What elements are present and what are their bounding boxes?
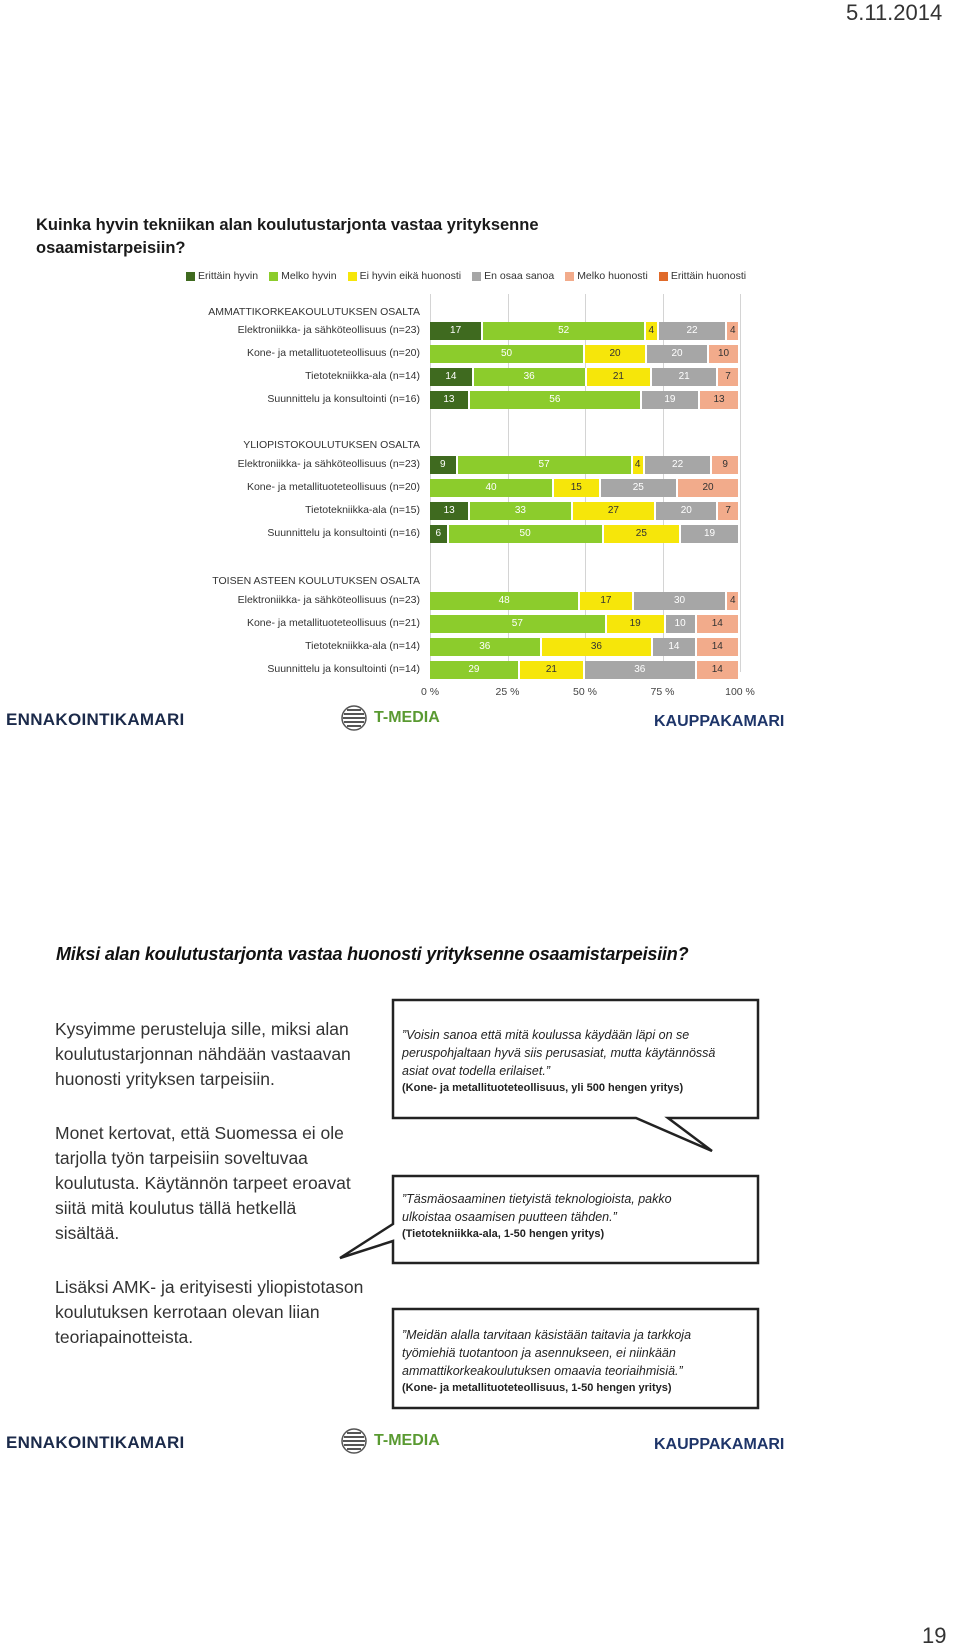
bar-segment: 14 [430,368,474,386]
bar-segment: 9 [712,456,740,474]
bar-segment: 10 [666,615,697,633]
bar-segment: 22 [645,456,713,474]
bar-segment: 36 [474,368,587,386]
tmedia-globe-icon [340,1427,368,1455]
chart-row-label: Tietotekniikka-ala (n=15) [305,504,420,516]
legend-label: Erittäin huonosti [670,270,747,282]
quote-1-text: ”Voisin sanoa että mitä koulussa käydään läpi on se peruspohjaltaan hyvä siis perusasiat, mutta käytännössä asiat ovat todella erilaiset.” [402,1028,716,1078]
chart-row-label: Suunnittelu ja konsultointi (n=16) [267,393,420,405]
bar-segment: 25 [601,479,679,497]
legend-label: Ei hyvin eikä huonosti [359,270,462,282]
legend-item [348,270,462,282]
chart-plot-area [430,294,740,675]
bar-segment: 36 [585,661,697,679]
paragraph-theory-focus: Lisäksi AMK- ja erityisesti yliopistotason koulutuksen kerrotaan olevan liian teoriapainotteista. [55,1277,364,1347]
bar-segment: 20 [647,345,709,363]
chart-row-label: Elektroniikka- ja sähköteollisuus (n=23) [237,324,420,336]
bar-segment: 21 [652,368,718,386]
bar-segment: 13 [430,391,470,409]
kauppakamari-logo: KAUPPAKAMARI [654,713,785,730]
bar-segment: 27 [573,502,657,520]
ennakointikamari-logo: ENNAKOINTIKAMARI [6,710,185,729]
legend-swatch [186,272,195,281]
bar-segment: 36 [542,638,654,656]
legend-label: Melko huonosti [577,270,648,282]
x-tick-label: 25 % [495,686,520,698]
chart-title: Kuinka hyvin tekniikan alan koulutustarjonta vastaa yrityksenne osaamistarpeisiin? [36,216,539,257]
bar-segment: 22 [659,322,728,340]
bar-segment: 50 [430,345,585,363]
tmedia-logo-text-2: T-MEDIA [374,1432,440,1449]
bar-segment: 10 [709,345,740,363]
legend-swatch [348,272,357,281]
quote-2 [402,1190,722,1240]
legend-item [186,270,258,282]
bar-segment: 4 [646,322,659,340]
chart-row-label: Tietotekniikka-ala (n=14) [305,370,420,382]
tmedia-logo-text: T-MEDIA [374,709,440,726]
x-tick-label: 0 % [420,686,440,698]
tmedia-globe-icon [340,704,368,732]
legend-label: Erittäin hyvin [198,270,259,282]
ennakointikamari-logo-2: ENNAKOINTIKAMARI [6,1433,185,1452]
bar-segment: 7 [718,368,740,386]
slide-date: 5.11.2014 [846,0,943,25]
bar-segment: 40 [430,479,554,497]
legend-item [659,270,746,282]
legend-item [472,270,554,282]
x-tick-label: 100 % [725,686,755,698]
chart-section-heading: TOISEN ASTEEN KOULUTUKSEN OSALTA [212,575,420,587]
bar-segment: 14 [697,615,740,633]
legend-item [565,270,648,282]
legend-label: Melko hyvin [281,270,337,282]
gridline [740,294,741,672]
bar-segment: 4 [727,322,740,340]
tmedia-logo [340,704,440,732]
paragraph-reasons: Kysyimme perusteluja sille, miksi alan koulutustarjonnan nähdään vastaavan huonosti yrityksen tarpeisiin. [55,1019,351,1089]
bar-segment: 57 [430,615,607,633]
bar-segment: 56 [470,391,642,409]
bar-segment: 52 [483,322,646,340]
bar-segment: 48 [430,592,580,610]
bar-segment: 21 [520,661,585,679]
chart-row-label: Tietotekniikka-ala (n=14) [305,640,420,652]
legend-swatch [659,272,668,281]
bar-segment: 50 [449,525,604,543]
bar-segment: 20 [678,479,740,497]
chart-row-label: Elektroniikka- ja sähköteollisuus (n=23) [237,594,420,606]
bar-segment: 6 [430,525,449,543]
chart-row-label: Kone- ja metallituoteteollisuus (n=20) [246,481,420,493]
bar-segment: 9 [430,456,458,474]
legend-label: En osaa sanoa [484,270,555,282]
chart-row-label: Suunnittelu ja konsultointi (n=16) [267,527,420,539]
kauppakamari-logo-2: KAUPPAKAMARI [654,1436,785,1453]
x-tick-label: 75 % [650,686,675,698]
bar-segment: 17 [430,322,483,340]
quote-2-source: (Tietotekniikka-ala, 1-50 hengen yritys) [402,1228,605,1240]
legend-swatch [269,272,278,281]
quote-3 [402,1326,732,1394]
legend-item [269,270,336,282]
bar-segment: 19 [642,391,700,409]
bar-segment: 19 [681,525,740,543]
legend-swatch [472,272,481,281]
bar-segment: 20 [585,345,647,363]
slide2-heading: Miksi alan koulutustarjonta vastaa huonosti yrityksenne osaamistarpeisiin? [56,944,689,964]
bar-segment: 14 [697,638,740,656]
chart-legend [186,270,757,284]
bar-segment: 21 [587,368,653,386]
chart-row-label: Elektroniikka- ja sähköteollisuus (n=23) [237,458,420,470]
chart-row-label: Kone- ja metallituoteteollisuus (n=20) [246,347,420,359]
bar-segment: 20 [656,502,718,520]
legend-swatch [565,272,574,281]
x-tick-label: 50 % [573,686,597,698]
chart-row-label: Kone- ja metallituoteteollisuus (n=21) [246,617,420,629]
bar-segment: 13 [430,502,470,520]
bar-segment: 15 [554,479,601,497]
bar-segment: 30 [634,592,728,610]
quote-2-text: ”Täsmäosaaminen tietyistä teknologioista, pakko ulkoistaa osaamisen puutteen tähden.” [402,1192,672,1224]
bar-segment: 7 [718,502,740,520]
paragraph-training-gap: Monet kertovat, että Suomessa ei ole tarjolla työn tarpeisiin soveltuvaa koulutusta. Käytännön tarpeet eroavat siitä mitä koulutus tällä hetkellä sisältää. [55,1123,351,1243]
bar-segment: 14 [653,638,696,656]
page-number: 19 [922,1623,947,1648]
tmedia-logo-2 [340,1427,440,1455]
quote-3-text: ”Meidän alalla tarvitaan käsistään taitavia ja tarkkoja työmiehiä tuotantoon ja asennukseen, ei niinkään ammattikorkeakoulutuksen omaavia teoriaihmisiä.” [402,1328,692,1378]
bar-segment: 29 [430,661,520,679]
bar-segment: 14 [697,661,740,679]
bar-segment: 4 [633,456,645,474]
bar-segment: 25 [604,525,682,543]
bar-segment: 13 [700,391,740,409]
chart-section-heading: YLIOPISTOKOULUTUKSEN OSALTA [243,439,420,451]
bar-segment: 19 [607,615,666,633]
bar-segment: 4 [727,592,740,610]
quote-1-source: (Kone- ja metallituoteteollisuus, yli 500 hengen yritys) [402,1082,684,1094]
bar-segment: 33 [470,502,572,520]
quote-1 [402,1026,732,1094]
bar-segment: 17 [580,592,633,610]
quote-3-source: (Kone- ja metallituoteteollisuus, 1-50 hengen yritys) [402,1382,672,1394]
chart-section-heading: AMMATTIKORKEAKOULUTUKSEN OSALTA [208,306,420,318]
chart-row-label: Suunnittelu ja konsultointi (n=14) [267,663,420,675]
bar-segment: 36 [430,638,542,656]
bar-segment: 57 [458,456,633,474]
